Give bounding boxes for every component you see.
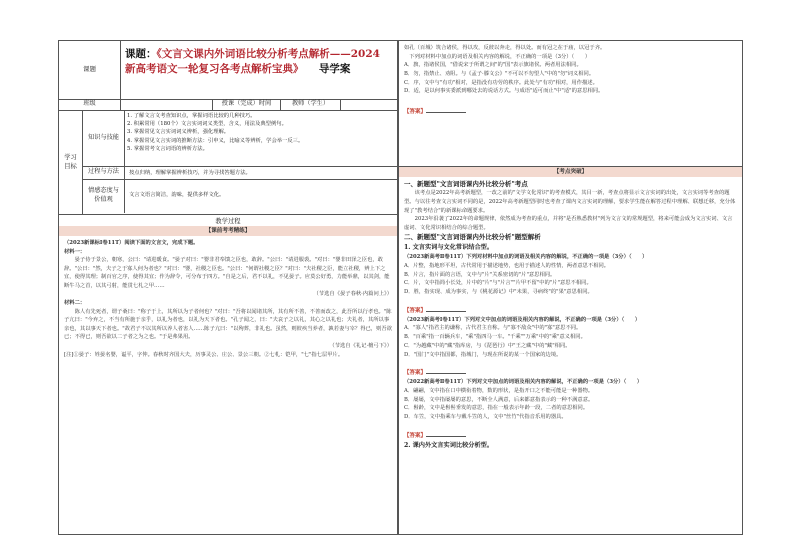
example-option: B．屡屡，文中指屡屡的意思，不断全人满意，后来都意指表示的一种不满意意。 [404, 396, 594, 403]
type-label: 课题 [59, 41, 121, 99]
knowledge-label: 知识与技能 [83, 110, 125, 166]
material2-text: 陈人有先死者，谓子桑曰："称子于上，其所以为子者何也？"对曰："吾将以闻诸其所，其有所不善，不善而改之，此吾所以行孝也。"陈子亢曰："今弃之，不当有所施于亲乎，以礼为者也，以礼为天下者也。"孔子闻之，曰："夫哀子之以礼，其心之以礼也；夫礼者，其所以事亲也，其以事天下者也。"故君子不以其所以养人者害人……陈子亢曰："以殉葬，非礼也。虽然，则彼疾当养者，孰若妻与宰？得已，则吾欲已；不得已，则吾欲以二子者之为之也。"于是弗果用。 [64, 308, 392, 341]
goals-main-label: 学习目标 [59, 110, 83, 214]
header-table [58, 40, 398, 100]
example-option: D．"国门"文中指国都，指城门，与现在所说的某一个国家的边境。 [404, 351, 562, 358]
knowledge-item: 5. 掌握常考文言词语的辨析方法。 [127, 145, 208, 152]
top-text: 如孔（百城）筑合诸侯，得以攻，反彼以奔走，得以处。而有冠之在于庙，以冠于齐。 [404, 45, 606, 51]
knowledge-row [83, 110, 397, 167]
example-option: A．片整，指地形平坦，古代常用于描述地势，也用于描述人的性情，两者意思不相同。 [404, 262, 610, 269]
exam-intro: （2023新课标Ⅰ卷11T）阅读下面的文言文，完成下题。 [64, 240, 199, 246]
right-top [404, 44, 737, 117]
question-option: A．旗，指诸侯国，"借说宋于所谓之间"的"国"表示旗诸侯。两者用法相同。 [404, 62, 582, 69]
right-main [404, 179, 737, 451]
note-text: [注]①晏子：姓晏名婴，谥平，字仲。春秋时齐国大夫，历事灵公、庄公、景公三朝。②七札：铠甲，"七"指七层甲片。 [64, 351, 344, 358]
answer-blank[interactable] [426, 368, 466, 374]
example-option: C．"为越藏"中的"藏"指库房，与《琵琶行》中"王之藏"中的"藏"相同。 [404, 342, 571, 349]
emotion-label: 情感态度与价值观 [83, 179, 125, 213]
sec1-title: 一、新题型"文言词语课内外比较分析"考点 [404, 180, 528, 188]
answer-blank[interactable] [426, 107, 466, 113]
answer-label: 【答案】 [404, 307, 427, 314]
time-label: 授课（完成）时间 [213, 99, 281, 110]
left-page [58, 40, 398, 535]
question-intro: 下列对材料中加点的词语及相关内容的解说，不正确的一项是（3分）（ ） [409, 53, 591, 60]
teacher-value[interactable] [341, 99, 397, 110]
example-intro: （2023新高考Ⅱ卷11T）下列对材料中加点的词语及相关内容的解说，不正确的一项是（3分）（ ） [404, 254, 648, 261]
content-text [64, 239, 392, 359]
example-option: D．胜，指实现、成为事实，与《桃花源记》中"未果，寻病终"的"果"意思相同。 [404, 289, 593, 296]
teacher-label: 教师（学生） [281, 99, 341, 110]
example-option: A．翩翩，文中指在口中横衔着物，数的形状，是指开口之不能可能是一种器物。 [404, 387, 594, 394]
goals-table [58, 110, 398, 215]
topic-sub: 新高考语文一轮复习各考点解析宝典》 [125, 63, 304, 76]
answer-label: 【答案】 [404, 370, 427, 377]
example-option: A．"寡人"指君主的谦称，古代君主自称。与"寡不敌众"中的"寡"意思不同。 [404, 325, 582, 332]
process-text: 按点归纳，理解掌握辨析技巧，并为寻找答题方法。 [129, 170, 251, 176]
sec2-title: 二、新题型"文言词语课内外比较分析"题型解析 [404, 233, 541, 242]
question-option: D．适，是以何事实委派到哪处去的说话方式。与成语"适可而止"中"适"的意思相同。 [404, 88, 604, 95]
knowledge-item: 2. 积累常用（180个）文言实词词义类型，含义，用法及典型例句。 [127, 121, 287, 128]
topic-prefix: 课题： [125, 48, 157, 60]
sub2-title: 2. 课内外文言实词比较分析型。 [404, 441, 494, 449]
example-option: B．"百乘"指一百辆兵车，"乘"指四马一车。"千乘""万乘"中的"乘"意义相同。 [404, 334, 586, 341]
section-header: 【考点突破】 [399, 166, 742, 177]
example-option: D．车笠，文中指乘车与戴斗笠的人，文中"丝竹"代指音乐用的器具。 [404, 414, 567, 421]
process-row [83, 166, 397, 180]
doc-type: 导学案 [318, 63, 351, 76]
process-label: 过程与方法 [83, 166, 125, 179]
material1-label: 材料一： [64, 248, 86, 255]
topic-block [125, 47, 393, 79]
example-intro: （2023新高考Ⅰ卷11T）下列对文中加点的词语及相关内容的解说，不正确的一项是（3分）（ ） [404, 316, 641, 323]
material2-source: （节选自《礼记·檀弓下》） [329, 342, 392, 349]
material1-source: （节选自《晏子春秋·内篇问上》） [313, 291, 392, 298]
section-header: 【课前考考精练】 [59, 226, 397, 236]
material1-text: 晏子侍于景公，朝寒，公曰："请进暖食。"晏子对曰："婴非君奉馈之臣也，敢辞。"公曰："请进服裘。"对曰："婴非田泽之臣也，敢辞。"公曰："然，夫子之于寡人何为者也？"对曰："婴，社稷之臣也。"公曰："何谓社稷之臣？"对曰："夫社稷之臣，能立社稷，辨上下之宜，使得其理；制百官之序，使得其宜；作为辞令，可分布于四方。"自是之后，君不以礼，不见晏子。应莫公好勇，力能举鼎，以其剑，能断牛马之首，以其弓射，能贯七札之甲…… [64, 257, 390, 289]
right-content-box [398, 40, 743, 535]
content-box [58, 226, 398, 535]
right-page [398, 40, 743, 535]
question-option: B．勿，指禁止、劝阻。与《孟子·滕文公》"不可以不勿望人"中的"勿"词义相同。 [404, 70, 595, 77]
emotion-text: 文言文语言简洁，韵味，提供多样文化。 [129, 192, 225, 198]
answer-label: 【答案】 [404, 432, 427, 439]
question-option: C．序，文中与"有功"相对，是指没有功劳的秩序。此处与"有功"相对，用作描述。 [404, 79, 598, 86]
knowledge-list [127, 112, 394, 153]
example-option: C．片，文中指简小长处，片中的"片"与"片言""片甲不留"中的"片"意思不相同。 [404, 280, 592, 287]
knowledge-item: 1. 了解文言文考查知识点，掌握词语比较的几种技巧。 [127, 113, 256, 119]
sec1-para: 该考点是2022年高考新题型，一改之前的"文学文化常识"的考查模式，其目一新，考查点将显示文言实词的出处，文言实词等考查的题型。与以往考查文言实词不同的是，2022年高考新题型同时也考查了课内文言实词的理解，要求学生能在解答过程中理解、联想迁移，充分体现了"教考结合"的新课标命题要求。 [404, 190, 736, 214]
example-option: B．片言，指片面的言语，文中与"片"关系密切的"片"意思相同。 [404, 271, 556, 278]
class-value[interactable] [121, 99, 213, 110]
sec1-para: 2023年沿袭了2022年的命题规律，依然成为考查的重点，并将"是否熟悉教材"列为文言文的常规题型，将来可能会成为文言实词、文言虚词、文化常识相结合的综合题型。 [404, 216, 733, 231]
topic-title: 《文言文课内外词语比较分析考点解析——2024 [156, 48, 380, 60]
example-intro: （2022新高考Ⅱ卷11T）下列对文中加点的词语及相关内容的解说，不正确的一项是（3分）（ ） [404, 379, 643, 386]
material2-label: 材料二： [64, 300, 86, 307]
emotion-row [83, 179, 397, 213]
answer-blank[interactable] [426, 431, 466, 437]
class-label: 班级 [59, 99, 121, 110]
answer-label: 【答案】 [404, 109, 427, 116]
process-title: 教学过程 [58, 214, 398, 227]
knowledge-item: 4. 掌握常见文言实词的推断方法：引申义，比喻义等辨析，学会举一反三。 [127, 137, 304, 144]
knowledge-item: 3. 掌握常见文言实词词义辨析，强化理解。 [127, 129, 230, 136]
example-option: C．髫龄，文中是髫髻垂发的意思，指在一般表示年龄一段，二者的意思相同。 [404, 405, 589, 412]
sub1-title: 1. 文言实词与文化常识结合型。 [404, 244, 494, 252]
answer-blank[interactable] [426, 306, 466, 312]
